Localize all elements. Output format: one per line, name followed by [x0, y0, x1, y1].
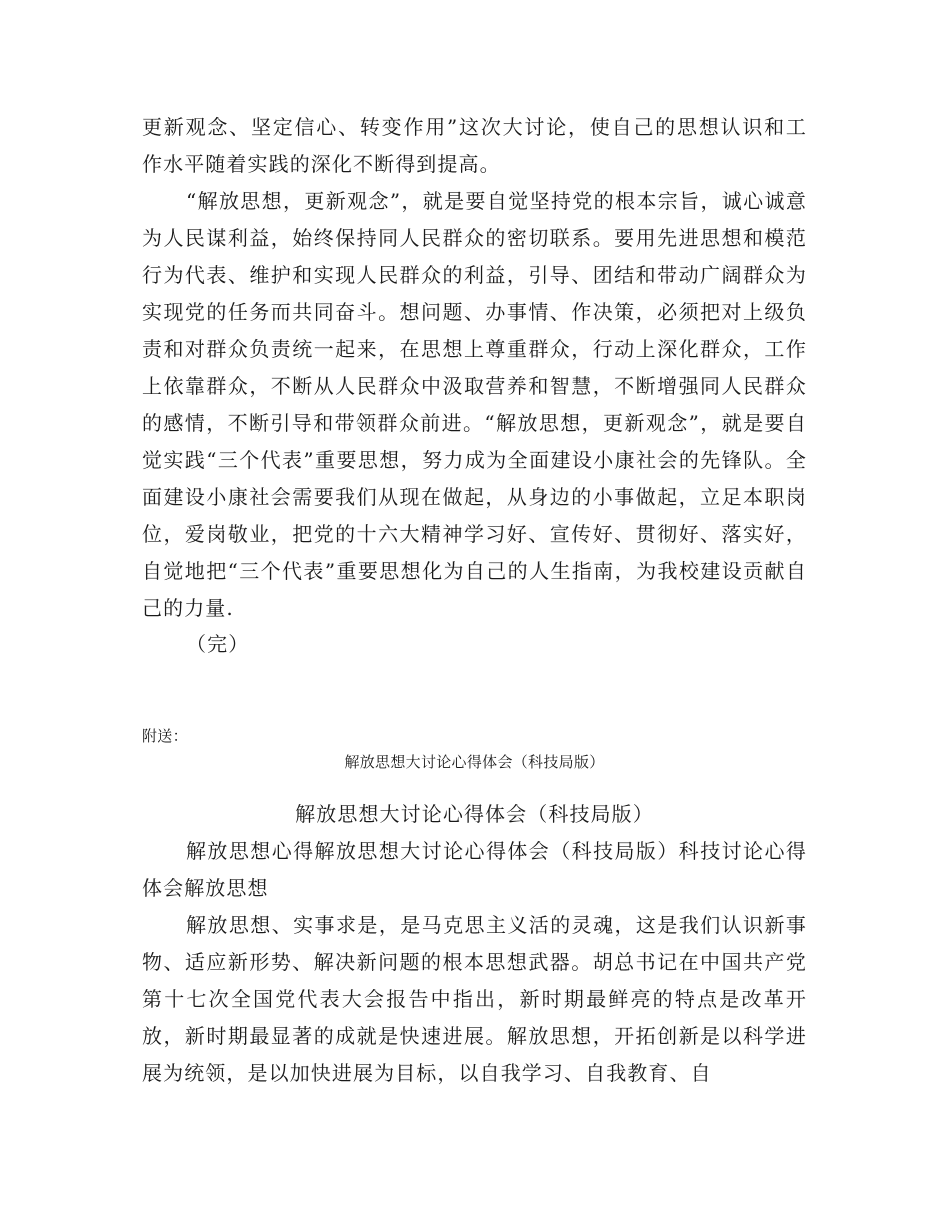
keywords-paragraph: 解放思想心得解放思想大讨论心得体会（科技局版）科技讨论心得体会解放思想 — [142, 839, 807, 900]
attachment-subtitle: 解放思想大讨论心得体会（科技局版） — [344, 753, 605, 771]
end-mark: （完） — [186, 632, 250, 656]
paragraph-continued: 更新观念、坚定信心、转变作用”这次大讨论，使自己的思想认识和工作水平随着实践的深化不断得到提高。 — [142, 115, 807, 176]
paragraph-body: “解放思想，更新观念”，就是要自觉坚持党的根本宗旨，诚心诚意为人民谋利益，始终保持同人民群众的密切联系。要用先进思想和模范行为代表、维护和实现人民群众的利益，引导、团结和带动广阔群众为实现党的任务而共同奋斗。想问题、办事情、作决策，必须把对上级负责和对群众负责统一起来，在思想上尊重群众，行动上深化群众，工作上依靠群众，不断从人民群众中汲取营养和智慧，不断增强同人民群众的感情，不断引导和带领群众前进。“解放思想，更新观念”，就是要自觉实践“三个代表”重要思想，努力成为全面建设小康社会的先锋队。全面建设小康社会需要我们从现在做起，从身边的小事做起，立足本职岗位，爱岗敬业，把党的十六大精神学习好、宣传好、贯彻好、落实好，自觉地把“三个代表”重要思想化为自己的人生指南，为我校建设贡献自己的力量. — [142, 189, 807, 620]
attachment-label: 附送： — [142, 727, 188, 745]
paragraph-body-2: 解放思想、实事求是，是马克思主义活的灵魂，这是我们认识新事物、适应新形势、解决新问题的根本思想武器。胡总书记在中国共产党第十七次全国党代表大会报告中指出，新时期最鲜亮的特点是改革开放，新时期最显著的成就是快速进展。解放思想，开拓创新是以科学进展为统领，是以加快进展为目标，以自我学习、自我教育、自 — [142, 913, 807, 1085]
attachment-title: 解放思想大讨论心得体会（科技局版） — [295, 802, 654, 826]
